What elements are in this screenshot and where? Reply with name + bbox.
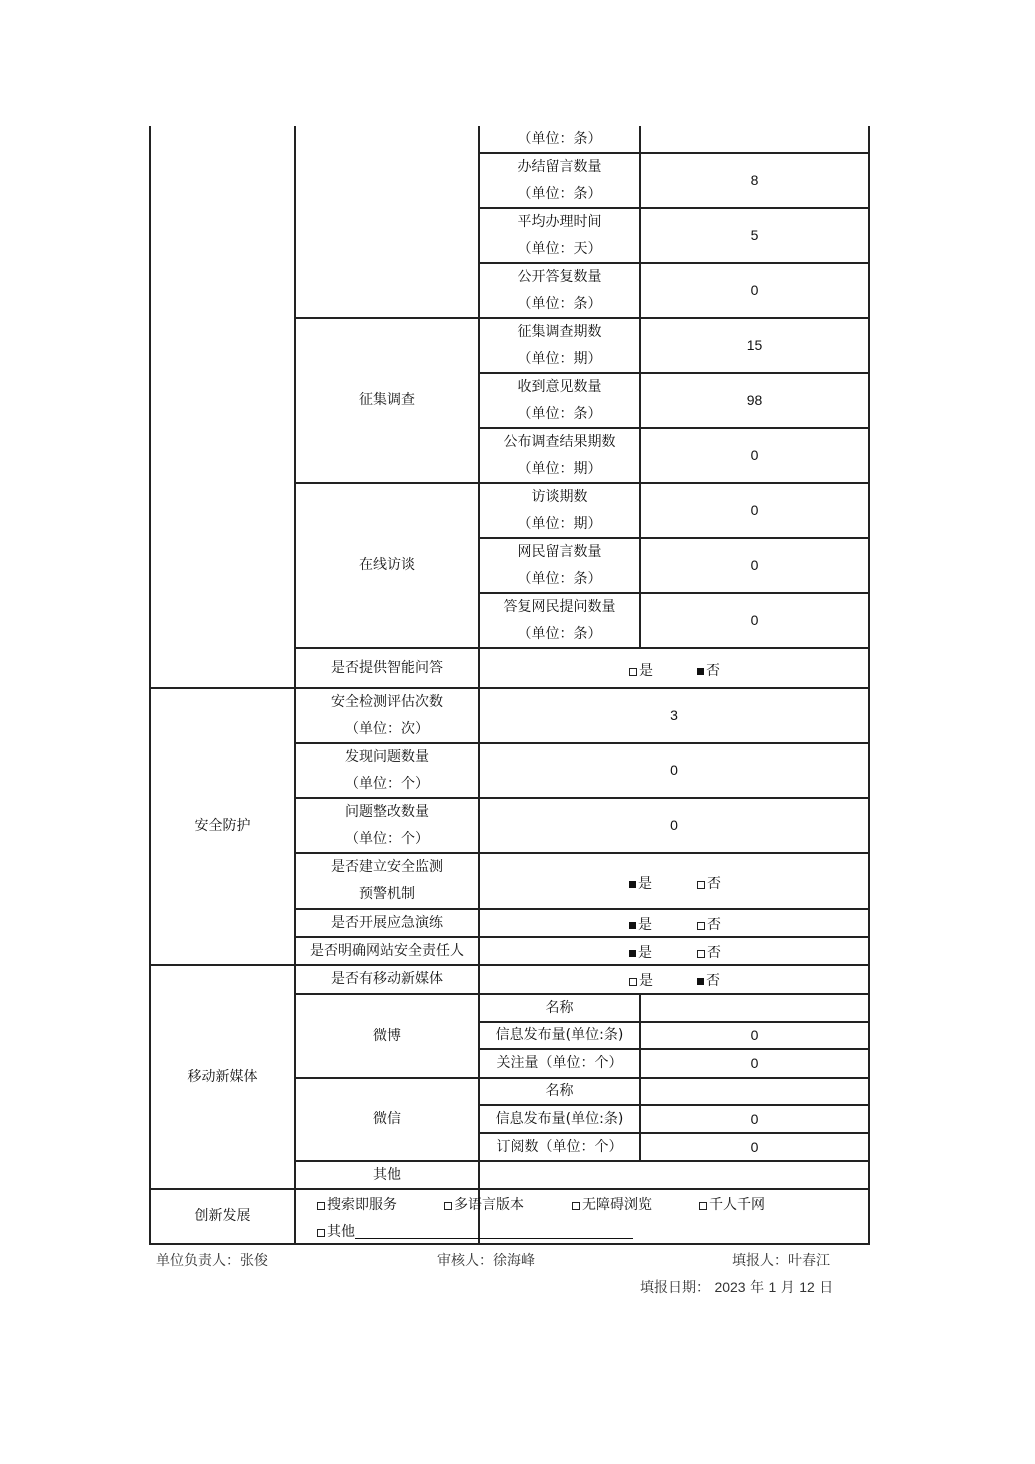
label-text: 办结留言数量 xyxy=(517,158,602,175)
wechat-subs-label: 订阅数（单位：个） xyxy=(496,1138,623,1155)
label-text: 发现问题数量 xyxy=(345,748,429,765)
mobile-has-media-yes[interactable] xyxy=(629,970,653,990)
public-reply-value: 0 xyxy=(750,282,759,298)
survey-opinions-value: 98 xyxy=(746,392,763,408)
survey-results-label xyxy=(480,429,639,482)
weibo-follow-value: 0 xyxy=(750,1055,759,1071)
unit-text: （单位：个） xyxy=(345,830,429,847)
option-text: 其他 xyxy=(327,1224,355,1240)
checkbox-filled-icon xyxy=(629,881,636,888)
option-text: 是 xyxy=(638,945,652,961)
security-checks-label xyxy=(296,689,478,742)
smart-qa-label: 是否提供智能问答 xyxy=(331,659,443,676)
option-text: 否 xyxy=(707,876,721,892)
security-drill-yes[interactable] xyxy=(629,914,652,934)
security-drill-no[interactable] xyxy=(697,914,721,934)
unit-text: （单位：次） xyxy=(345,720,429,737)
unit-text: （单位：条） xyxy=(517,405,602,422)
weibo-name-label: 名称 xyxy=(545,999,574,1016)
security-issues-label xyxy=(296,744,478,797)
interview-answers-label xyxy=(480,594,639,647)
avg-time-value: 5 xyxy=(750,227,759,243)
label-text: 平均办理时间 xyxy=(517,213,602,230)
mobile-has-media-no[interactable] xyxy=(697,970,720,990)
label-text: 收到意见数量 xyxy=(517,378,602,395)
footer-filler: 填报人：叶春江 xyxy=(732,1253,830,1269)
option-text: 千人千网 xyxy=(709,1197,765,1213)
option-text: 多语言版本 xyxy=(454,1197,524,1213)
date-month-unit: 月 xyxy=(780,1280,795,1296)
checkbox-empty-icon xyxy=(629,668,637,676)
checkbox-filled-icon xyxy=(697,668,704,675)
security-checks-value: 3 xyxy=(670,707,678,723)
option-text: 否 xyxy=(706,663,720,679)
checkbox-empty-icon xyxy=(697,922,705,930)
innovation-group: 创新发展 xyxy=(194,1208,251,1224)
interview-periods-label xyxy=(480,484,639,537)
security-monitor-no[interactable] xyxy=(697,873,721,893)
security-group: 安全防护 xyxy=(194,818,251,834)
security-owner-yes[interactable] xyxy=(629,942,652,962)
checkbox-filled-icon xyxy=(629,950,636,957)
leave-unit-top: （单位：条） xyxy=(517,130,602,147)
unit-text: （单位：天） xyxy=(517,240,602,257)
table-border-bottom xyxy=(149,1243,870,1245)
security-fixes-value: 0 xyxy=(670,817,678,833)
option-text: 是 xyxy=(639,663,653,679)
mobile-has-media-label: 是否有移动新媒体 xyxy=(331,971,443,987)
wechat-group: 微信 xyxy=(373,1111,401,1127)
checkbox-empty-icon xyxy=(699,1202,707,1210)
innovation-search-service[interactable] xyxy=(317,1194,397,1214)
unit-text: （单位：期） xyxy=(517,350,602,367)
security-drill-label: 是否开展应急演练 xyxy=(331,914,443,931)
checkbox-filled-icon xyxy=(697,978,704,985)
wechat-name-label: 名称 xyxy=(545,1083,574,1099)
option-text: 否 xyxy=(707,945,721,961)
unit-text: （单位：条） xyxy=(517,570,602,587)
option-text: 否 xyxy=(706,973,720,989)
security-fixes-label xyxy=(296,799,478,852)
security-owner-no[interactable] xyxy=(697,942,721,962)
unit-text: （单位：期） xyxy=(517,515,602,532)
footer-date xyxy=(640,1277,833,1297)
checkbox-empty-icon xyxy=(629,978,637,986)
footer-principal: 单位负责人：张俊 xyxy=(156,1253,268,1269)
option-text: 搜索即服务 xyxy=(327,1197,397,1213)
closed-messages-value: 8 xyxy=(750,172,759,188)
date-day-unit: 日 xyxy=(819,1280,834,1296)
mobile-group: 移动新媒体 xyxy=(187,1068,258,1085)
option-text: 是 xyxy=(638,917,652,933)
survey-results-value: 0 xyxy=(750,447,759,463)
interview-group: 在线访谈 xyxy=(359,557,415,573)
checkbox-empty-icon xyxy=(697,950,705,958)
option-text: 否 xyxy=(707,917,721,933)
survey-opinions-label xyxy=(480,374,639,427)
label-text: 安全检测评估次数 xyxy=(331,693,443,710)
innovation-multilingual[interactable] xyxy=(444,1194,524,1214)
option-text: 是 xyxy=(639,973,653,989)
label-text: 预警机制 xyxy=(359,886,415,902)
label-text: 征集调查期数 xyxy=(517,323,602,340)
security-monitor-yes[interactable] xyxy=(629,873,652,893)
option-text: 是 xyxy=(638,876,652,892)
label-text: 问题整改数量 xyxy=(345,803,429,820)
checkbox-empty-icon xyxy=(572,1202,580,1210)
date-month: 1 xyxy=(768,1279,777,1295)
checkbox-empty-icon xyxy=(317,1202,325,1210)
survey-periods-value: 15 xyxy=(746,337,763,353)
label-text: 访谈期数 xyxy=(531,488,588,505)
checkbox-empty-icon xyxy=(697,881,705,889)
weibo-posts-label: 信息发布量(单位:条) xyxy=(495,1027,624,1043)
security-owner-label: 是否明确网站安全责任人 xyxy=(310,942,464,959)
innovation-accessibility[interactable] xyxy=(572,1194,652,1214)
other-underline xyxy=(355,1224,633,1239)
weibo-posts-value: 0 xyxy=(750,1027,759,1043)
public-reply-label xyxy=(480,264,639,317)
interview-periods-value: 0 xyxy=(750,502,759,518)
weibo-group: 微博 xyxy=(373,1027,401,1044)
weibo-name-value xyxy=(641,995,868,1021)
interview-answers-value: 0 xyxy=(750,612,759,628)
checkbox-empty-icon xyxy=(444,1202,452,1210)
wechat-subs-value: 0 xyxy=(750,1138,759,1155)
date-day: 12 xyxy=(799,1279,815,1295)
unit-text: （单位：条） xyxy=(517,625,602,642)
smart-qa-no[interactable] xyxy=(697,660,720,680)
innovation-other[interactable] xyxy=(317,1221,633,1241)
date-year-unit: 年 xyxy=(750,1280,765,1296)
label-text: 是否建立安全监测 xyxy=(331,859,443,875)
date-year: 2023 xyxy=(714,1279,746,1295)
label-text: 公布调查结果期数 xyxy=(503,433,616,450)
label-text: 网民留言数量 xyxy=(517,543,602,560)
survey-group: 征集调查 xyxy=(359,392,415,408)
weibo-follow-label: 关注量（单位：个） xyxy=(496,1055,623,1071)
smart-qa-yes[interactable] xyxy=(629,660,653,680)
option-text: 无障碍浏览 xyxy=(582,1197,652,1213)
unit-text: （单位：条） xyxy=(517,295,602,312)
footer-reviewer: 审核人：徐海峰 xyxy=(437,1253,535,1269)
wechat-posts-value: 0 xyxy=(750,1110,759,1127)
mobile-other-label: 其他 xyxy=(373,1166,401,1183)
label-text: 答复网民提问数量 xyxy=(503,598,616,615)
wechat-name-value xyxy=(641,1079,868,1104)
avg-time-label xyxy=(480,209,639,262)
interview-messages-value: 0 xyxy=(750,557,759,573)
wechat-posts-label: 信息发布量(单位:条) xyxy=(495,1110,624,1127)
date-label: 填报日期： xyxy=(640,1280,710,1296)
survey-periods-label xyxy=(480,319,639,372)
security-issues-value: 0 xyxy=(670,762,678,778)
unit-text: （单位：期） xyxy=(517,460,602,477)
checkbox-filled-icon xyxy=(629,922,636,929)
checkbox-empty-icon xyxy=(317,1229,325,1237)
label-text: 公开答复数量 xyxy=(517,268,602,285)
closed-messages-label xyxy=(480,154,639,207)
security-monitor-label xyxy=(296,854,478,908)
interview-messages-label xyxy=(480,539,639,592)
innovation-personalized[interactable] xyxy=(699,1194,765,1214)
unit-text: （单位：条） xyxy=(517,185,602,202)
unit-text: （单位：个） xyxy=(345,775,429,792)
